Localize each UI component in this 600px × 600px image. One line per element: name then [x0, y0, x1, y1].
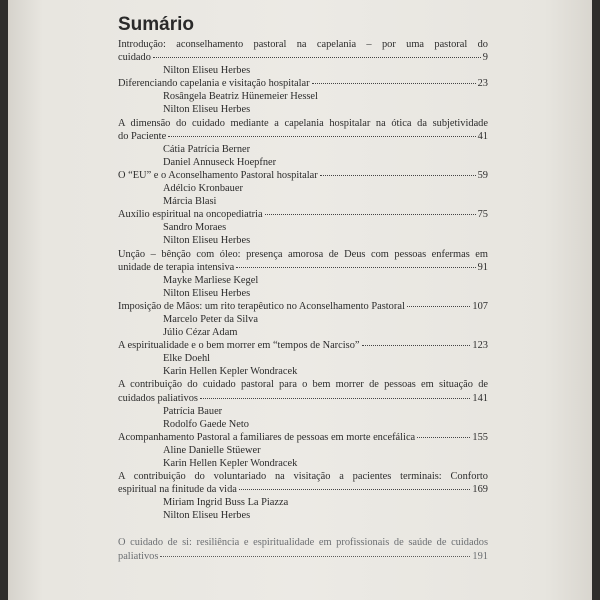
page-number: 75 — [477, 209, 488, 221]
dot-leader — [265, 214, 476, 215]
entry-title: Diferenciando capelania e visitação hospitalar — [118, 78, 310, 90]
toc-entry — [118, 208, 488, 247]
toc-entry — [118, 300, 488, 339]
entry-title: O cuidado de si: resiliência e espiritualidade em profissionais de saúde de cuidados — [118, 537, 488, 549]
entry-title: Acompanhamento Pastoral a familiares de pessoas em morte encefálica — [118, 431, 416, 443]
dot-leader — [200, 398, 470, 399]
page-title: Sumário — [118, 14, 195, 35]
book-page — [8, 0, 592, 600]
entry-title: A contribuição do voluntariado na visitação a pacientes terminais: Conforto — [118, 471, 488, 483]
page-number: 123 — [472, 340, 488, 352]
dot-leader — [239, 489, 471, 490]
author-name: Aline Danielle Stüewer — [163, 444, 261, 456]
entry-title-line — [118, 169, 488, 182]
entry-title: Unção – bênção com óleo: presença amorosa de Deus com pessoas enfermas em — [118, 248, 488, 260]
entry-title-line — [118, 38, 488, 51]
author-name: Júlio Cézar Adam — [163, 327, 238, 339]
author-name: Nilton Eliseu Herbes — [163, 287, 251, 299]
toc-entry — [118, 248, 488, 300]
entry-title-line — [118, 550, 488, 563]
page-number: 9 — [482, 52, 488, 64]
author-name: Cátia Patrícia Berner — [163, 143, 251, 155]
entry-title-cont: espiritual na finitude da vida — [118, 484, 237, 496]
author-name: Nilton Eliseu Herbes — [163, 104, 251, 116]
author-name: Marcelo Peter da Silva — [163, 313, 258, 325]
entry-title-line — [118, 248, 488, 261]
entry-title-line — [118, 300, 488, 313]
page-number: 169 — [472, 484, 488, 496]
author-name: Karin Hellen Kepler Wondracek — [163, 366, 298, 378]
author-name: Nilton Eliseu Herbes — [163, 65, 251, 77]
author-name: Rodolfo Gaede Neto — [163, 418, 249, 430]
toc-entry — [118, 117, 488, 169]
toc-entry — [118, 169, 488, 208]
section-gap — [118, 522, 488, 536]
entry-title: A contribuição do cuidado pastoral para o bem morrer de pessoas em situação de — [118, 379, 488, 391]
entry-title-line — [118, 77, 488, 90]
page-number: 155 — [472, 431, 488, 443]
author-name: Miriam Ingrid Buss La Piazza — [163, 497, 289, 509]
entry-title-line — [118, 117, 488, 130]
entry-title-line — [118, 339, 488, 352]
entry-title-line — [118, 483, 488, 496]
author-name: Nilton Eliseu Herbes — [163, 510, 251, 522]
page-number: 41 — [477, 130, 488, 142]
entry-title: A espiritualidade e o bem morrer em “tempos de Narciso” — [118, 340, 360, 352]
page-number: 141 — [472, 392, 488, 404]
table-of-contents — [118, 38, 488, 563]
entry-title-cont: unidade de terapia intensiva — [118, 261, 235, 273]
author-name: Sandro Moraes — [163, 222, 227, 234]
page-number: 23 — [477, 78, 488, 90]
entry-title-cont: cuidados paliativos — [118, 392, 198, 404]
entry-title-line — [118, 536, 488, 549]
dot-leader — [417, 437, 470, 438]
author-name: Daniel Annuseck Hoepfner — [163, 156, 277, 168]
dot-leader — [153, 57, 481, 58]
author-name: Elke Doehl — [163, 353, 211, 365]
author-name: Márcia Blasi — [163, 196, 217, 208]
entry-title-line — [118, 208, 488, 221]
entry-title: Introdução: aconselhamento pastoral na capelania – por uma pastoral do — [118, 39, 488, 50]
entry-title-line — [118, 130, 488, 143]
entry-title-line — [118, 392, 488, 405]
page-number: 91 — [477, 261, 488, 273]
entry-title-line — [118, 378, 488, 391]
author-name: Rosângela Beatriz Hünemeier Hessel — [163, 91, 318, 103]
dot-leader — [168, 136, 475, 137]
entry-title-cont: do Paciente — [118, 130, 167, 142]
dot-leader — [160, 556, 470, 557]
entry-title-line — [118, 470, 488, 483]
entry-title: Imposição de Mãos: um rito terapêutico no Aconselhamento Pastoral — [118, 300, 405, 312]
toc-entry — [118, 536, 488, 562]
dot-leader — [320, 175, 476, 176]
entry-title: O “EU” e o Aconselhamento Pastoral hospitalar — [118, 169, 318, 181]
dot-leader — [407, 306, 471, 307]
author-name: Adélcio Kronbauer — [163, 183, 243, 195]
entry-title-cont: paliativos — [118, 550, 159, 562]
dot-leader — [312, 83, 476, 84]
toc-entry — [118, 470, 488, 522]
toc-entry — [118, 77, 488, 116]
page-number: 191 — [472, 550, 488, 562]
entry-title-line — [118, 51, 488, 64]
toc-entry — [118, 38, 488, 77]
author-name: Nilton Eliseu Herbes — [163, 235, 251, 247]
author-name: Patrícia Bauer — [163, 405, 223, 417]
entry-title-line — [118, 261, 488, 274]
page-number: 107 — [472, 300, 488, 312]
entry-title-cont: cuidado — [118, 52, 151, 64]
author-name: Karin Hellen Kepler Wondracek — [163, 458, 298, 469]
entry-title-line — [118, 431, 488, 444]
entry-title: Auxílio espiritual na oncopediatria — [118, 209, 263, 221]
dot-leader — [362, 345, 471, 346]
page-number: 59 — [477, 169, 488, 181]
toc-entry — [118, 378, 488, 430]
author-name: Mayke Marliese Kegel — [163, 274, 259, 286]
entry-title: A dimensão do cuidado mediante a capelania hospitalar na ótica da subjetividade — [118, 117, 488, 129]
toc-entry — [118, 339, 488, 378]
toc-entry — [118, 431, 488, 470]
dot-leader — [236, 267, 475, 268]
